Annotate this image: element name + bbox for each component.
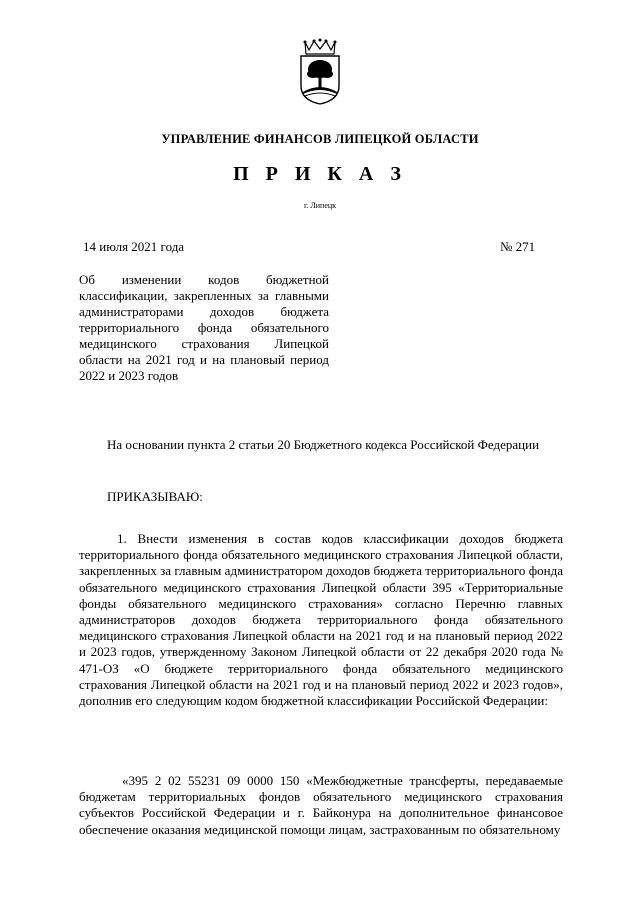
document-date: 14 июля 2021 года bbox=[83, 239, 185, 254]
item-1-paragraph: 1. Внести изменения в состав кодов классификации доходов бюджета территориального фонда обязательного медицинского страхования Липецкой области, закрепленных за главным администратором доходов бюджета территориального фонда обязательного медицинского страхования Липецкой области 395 «Территориальные фонды обязательного медицинского страхования» согласно Перечню главных администраторов доходов бюджета территориального фонда обязательного медицинского страхования Липецкой области на 2021 год и на плановый период 2022 и 2023 годов, утвержденному Законом Липецкой области от 22 декабря 2020 года № 471-ОЗ «О бюджете территориального фонда обязательного медицинского страхования Липецкой области на 2021 год и на плановый период 2022 и 2023 годов», дополнив его следующим кодом бюджетной классификации Российской Федерации: bbox=[79, 531, 563, 709]
document-type-title: П Р И К А З bbox=[233, 163, 407, 185]
document-number: № 271 bbox=[500, 239, 536, 254]
order-word: ПРИКАЗЫВАЮ: bbox=[107, 489, 203, 504]
basis-paragraph: На основании пункта 2 статьи 20 Бюджетного кодекса Российской Федерации bbox=[107, 437, 540, 452]
organization-name: УПРАВЛЕНИЕ ФИНАНСОВ ЛИПЕЦКОЙ ОБЛАСТИ bbox=[161, 132, 479, 146]
coat-of-arms-emblem bbox=[293, 38, 347, 106]
quote-paragraph: «395 2 02 55231 09 0000 150 «Межбюджетные трансферты, передаваемые бюджетам территориальных фондов обязательного медицинского страхования субъектов Российской Федерации и г. Байконура на дополнительное финансовое обеспечение оказания медицинской помощи лицам, застрахованным по обязательному bbox=[79, 773, 563, 837]
document-subject: Об изменении кодов бюджетной классификации, закрепленных за главными администраторами доходов бюджета территориального фонда обязательного медицинского страхования Липецкой области на 2021 год и на плановый период 2022 и 2023 годов bbox=[79, 272, 329, 383]
city-label: г. Липецк bbox=[303, 201, 337, 210]
